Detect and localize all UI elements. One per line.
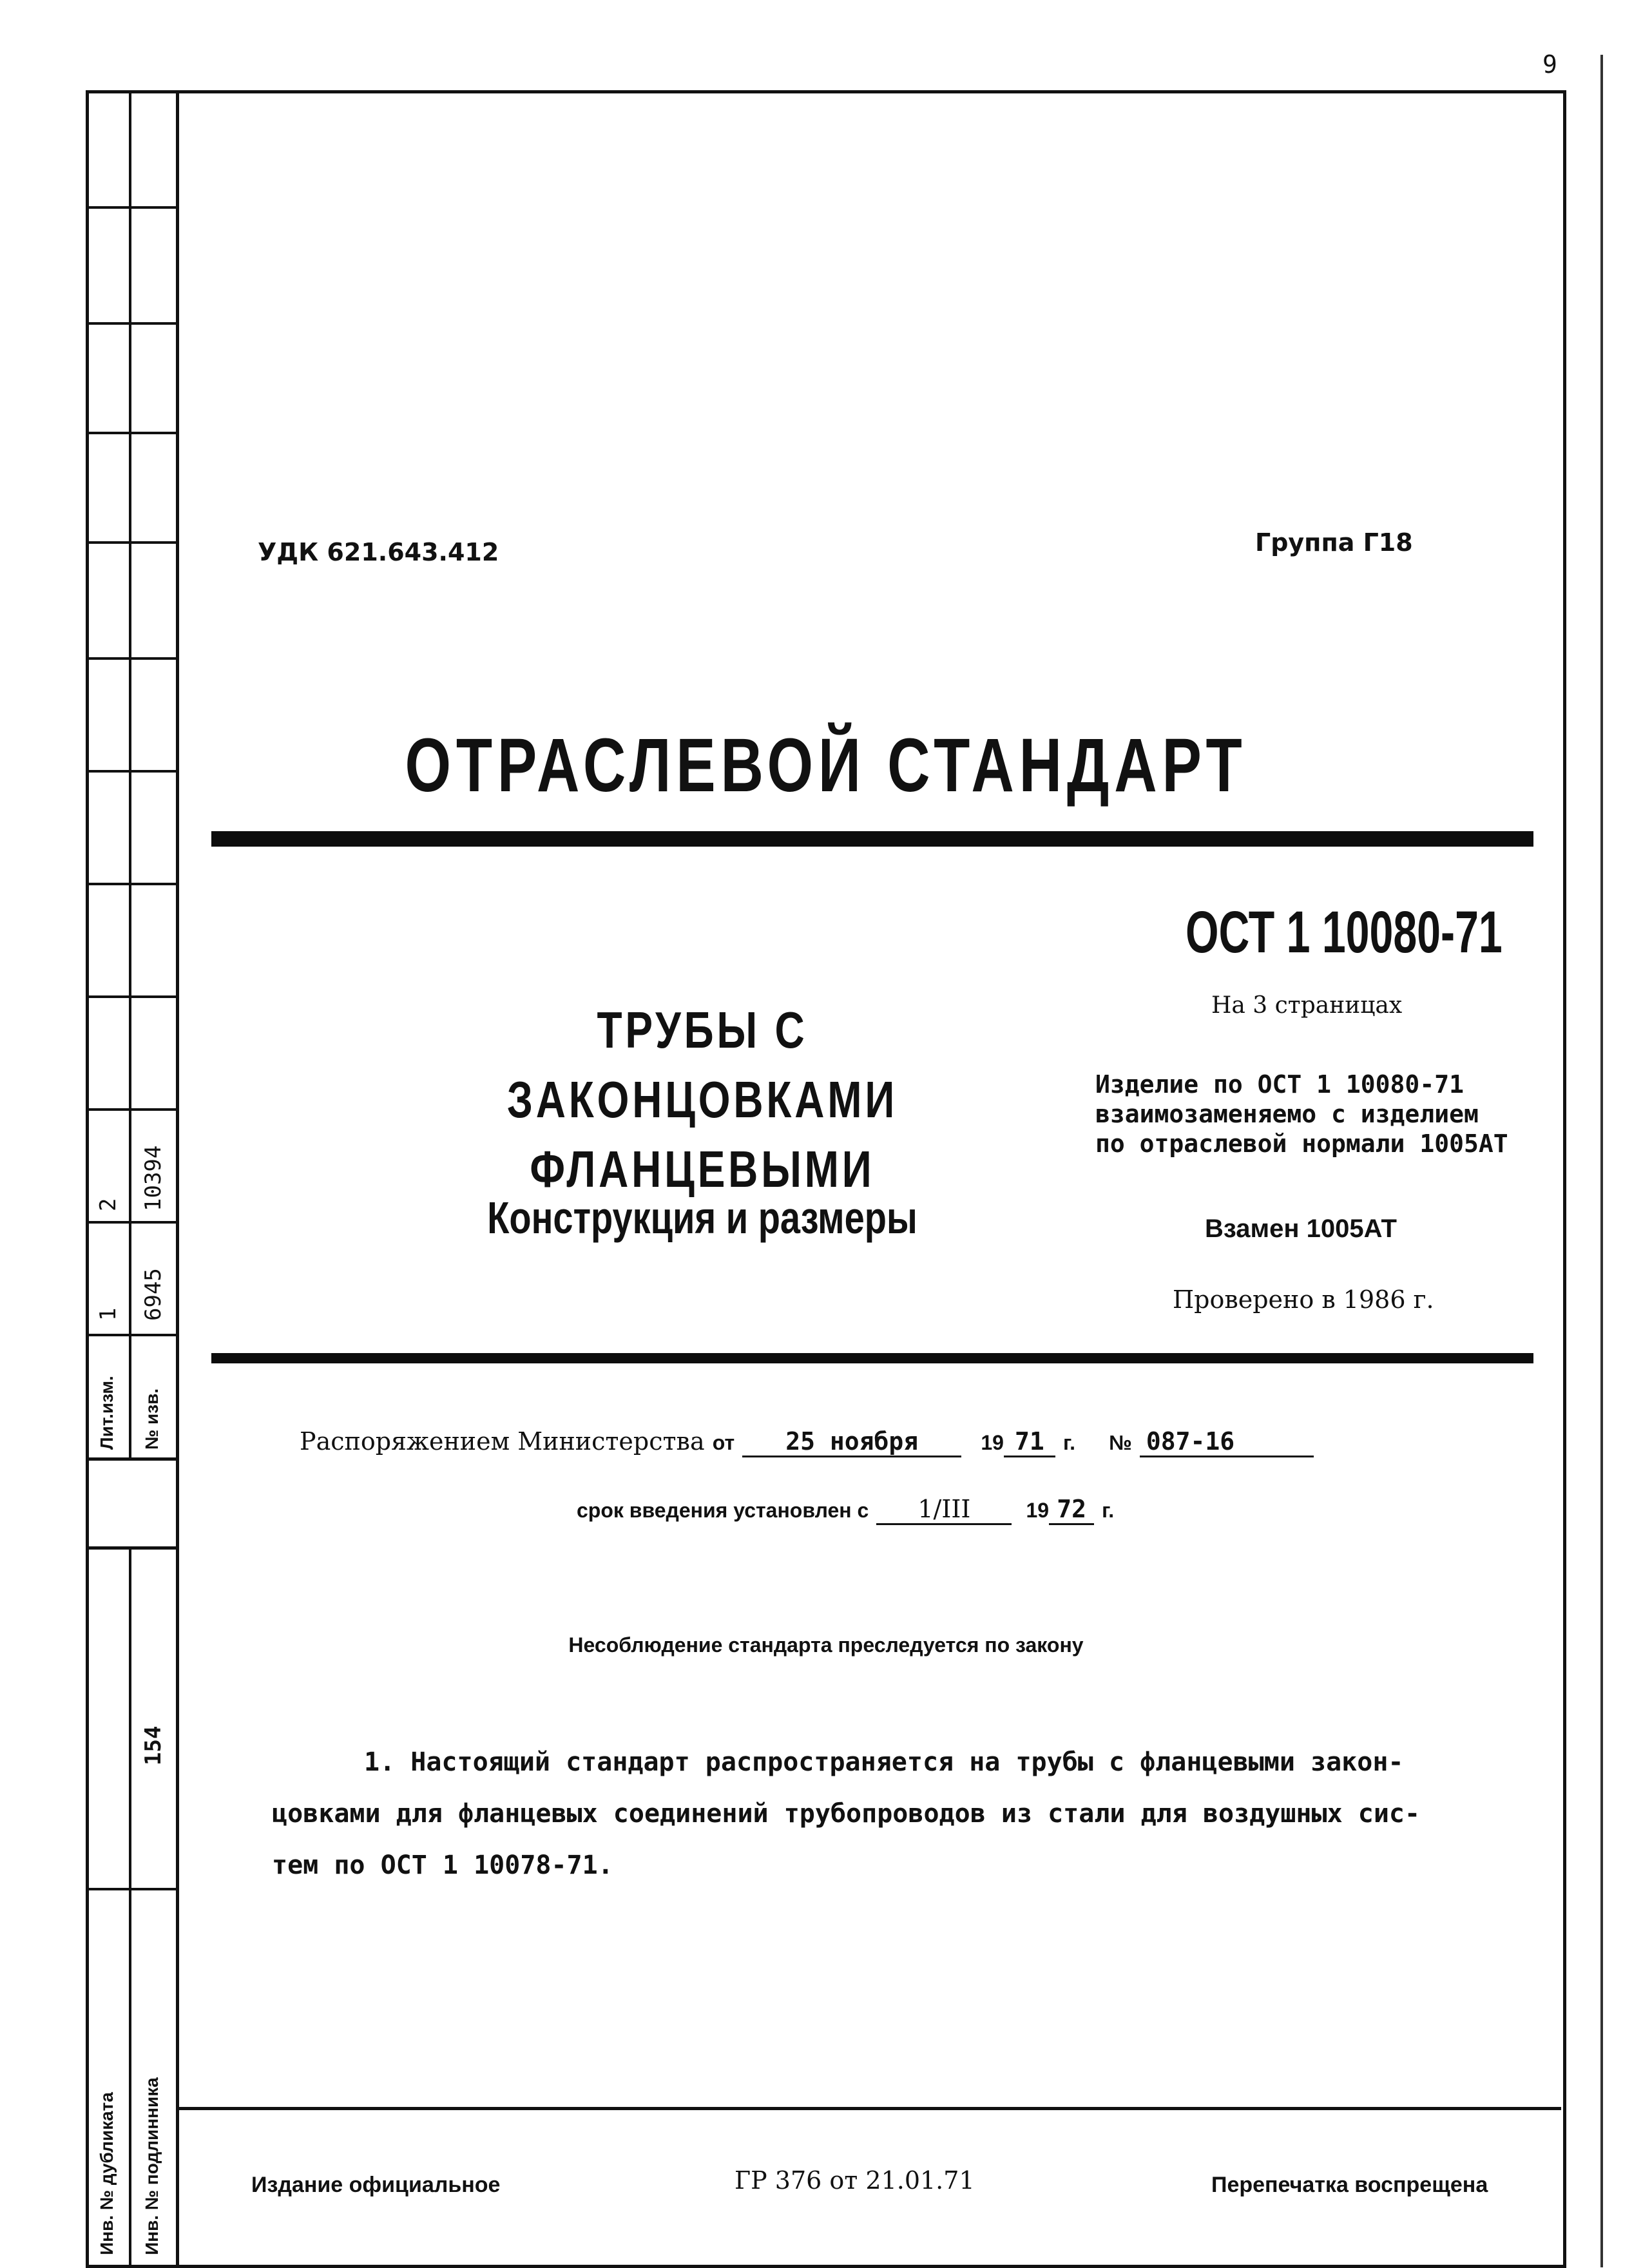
product-title <box>429 995 975 1204</box>
order-number: 087-16 <box>1140 1427 1314 1457</box>
strip-row-line <box>86 1888 176 1890</box>
order-year-prefix: 19 <box>981 1431 1004 1454</box>
strip-box-bottom <box>86 1457 176 1461</box>
order-year: 71 <box>1004 1427 1055 1457</box>
standard-number: ОСТ 1 10080-71 <box>1186 899 1503 965</box>
strip-label-inv-dubl: Инв. № дубликата <box>97 2092 117 2255</box>
strip-value-6945: 6945 <box>140 1268 166 1321</box>
strip-row-line <box>86 657 176 660</box>
footer-registration: ГР 376 от 21.01.71 <box>735 2166 975 2195</box>
footer-official-edition: Издание официальное <box>251 2173 501 2197</box>
effective-date: 1/III <box>876 1495 1012 1525</box>
group-code: Группа Г18 <box>1255 528 1413 557</box>
footer-reprint-notice: Перепечатка воспрещена <box>1211 2173 1488 2197</box>
strip-row-line <box>86 1221 176 1224</box>
strip-row-line <box>86 883 176 885</box>
strip-value-1: 1 <box>95 1307 121 1321</box>
order-date: 25 ноября <box>742 1427 961 1457</box>
udk-code: УДК 621.643.412 <box>258 538 499 566</box>
strip-label-izv: № изв. <box>142 1388 162 1450</box>
paragraph-line: 1. Настоящий стандарт распространяется на трубы с фланцевыми закон- <box>364 1747 1404 1777</box>
product-title-line-2: ФЛАНЦЕВЫМИ <box>530 1140 875 1198</box>
order-line <box>300 1427 1314 1457</box>
strip-label-lit: Лит.изм. <box>97 1376 117 1450</box>
interchange-line: по отраслевой нормали 1005АТ <box>1095 1129 1508 1158</box>
order-from-label: от <box>712 1431 735 1454</box>
product-title-line-1: ТРУБЫ С ЗАКОНЦОВКАМИ <box>506 1001 898 1128</box>
margin-line <box>1600 55 1603 2267</box>
strip-row-line <box>86 541 176 544</box>
law-notice: Несоблюдение стандарта преследуется по закону <box>568 1633 1084 1657</box>
order-prefix: Распоряжением Министерства <box>300 1427 705 1456</box>
footer-rule <box>176 2107 1561 2110</box>
interchange-line: взаимозаменяемо с изделием <box>1095 1100 1479 1128</box>
strip-value-2: 2 <box>95 1198 121 1211</box>
scope-paragraph <box>272 1736 1508 1891</box>
effective-year: 72 <box>1049 1495 1094 1525</box>
strip-row-line <box>86 1108 176 1111</box>
strip-row-line <box>86 995 176 998</box>
pages-note: На 3 страницах <box>1211 992 1403 1019</box>
replaces-note: Взамен 1005АТ <box>1205 1215 1397 1243</box>
page-title: ОТРАСЛЕВОЙ СТАНДАРТ <box>405 723 1247 808</box>
interchange-line: Изделие по ОСТ 1 10080-71 <box>1095 1070 1464 1099</box>
page-number: 9 <box>1542 50 1557 79</box>
effective-year-suffix: г. <box>1102 1499 1115 1522</box>
checked-note: Проверено в 1986 г. <box>1173 1285 1434 1314</box>
effective-prefix: срок введения установлен с <box>577 1499 869 1522</box>
strip-value-154: 154 <box>140 1725 166 1765</box>
effective-year-prefix: 19 <box>1026 1499 1050 1522</box>
order-number-label: № <box>1109 1431 1132 1454</box>
strip-value-10394: 10394 <box>140 1145 166 1211</box>
strip-column-divider <box>129 90 131 1457</box>
order-year-suffix: г. <box>1063 1431 1076 1454</box>
effective-line <box>577 1495 1114 1525</box>
product-subtitle: Конструкция и размеры <box>487 1193 917 1243</box>
paragraph-line: тем по ОСТ 1 10078-71. <box>272 1850 613 1880</box>
strip-row-line <box>86 322 176 325</box>
paragraph-line: цовками для фланцевых соединений трубопроводов из стали для воздушных сис- <box>272 1799 1421 1829</box>
strip-row-line <box>86 206 176 209</box>
strip-row-line <box>86 770 176 773</box>
strip-row-line <box>86 1334 176 1336</box>
strip-row-line <box>86 432 176 434</box>
heavy-rule-bottom <box>211 1353 1533 1363</box>
interchange-note <box>1095 1070 1508 1158</box>
heavy-rule-top <box>211 831 1533 847</box>
strip-row-line <box>86 1546 176 1550</box>
strip-label-inv-podl: Инв. № подлинника <box>142 2077 162 2255</box>
